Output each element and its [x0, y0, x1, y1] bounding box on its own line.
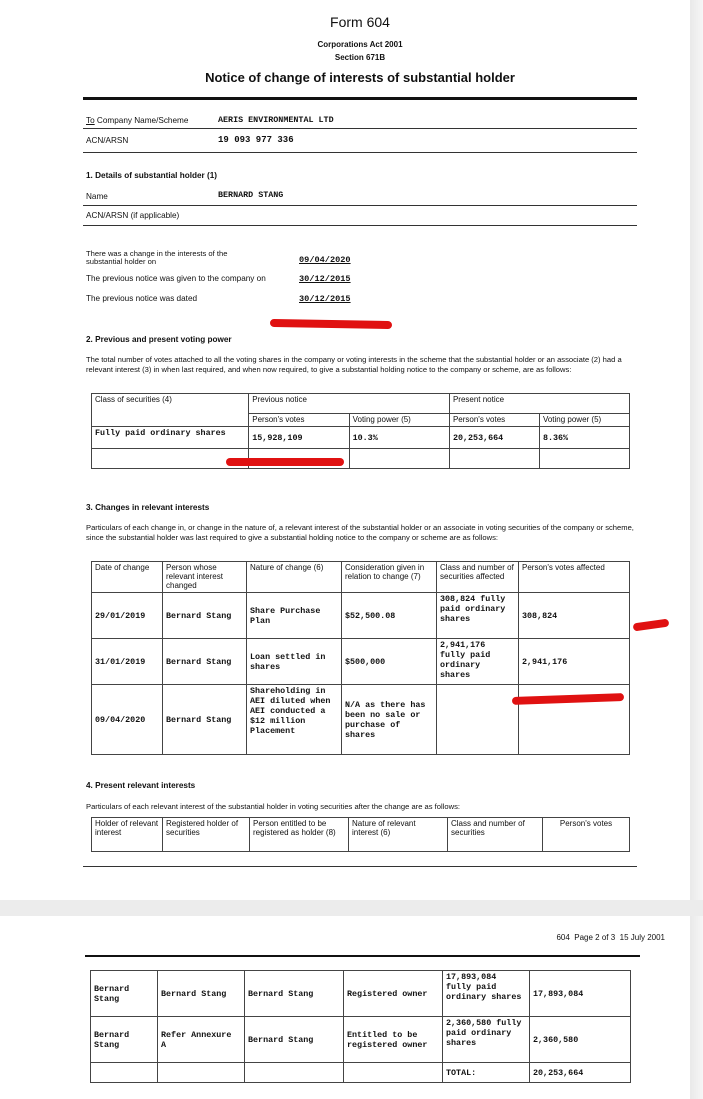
col-class-header: Class of securities (4): [92, 394, 249, 427]
h-registered: Registered holder of securities: [163, 818, 250, 852]
prev-power-header: Voting power (5): [349, 414, 449, 427]
change-label-1: There was a change in the interests of the: [86, 249, 228, 258]
row-registered: Bernard Stang: [158, 971, 245, 1017]
col-present-header: Present notice: [449, 394, 629, 414]
table-row: [92, 639, 630, 685]
h-nature: Nature of relevant interest (6): [349, 818, 448, 852]
row-class: [437, 685, 519, 755]
section1-heading: 1. Details of substantial holder (1): [86, 171, 218, 180]
total-row: [91, 1063, 631, 1083]
act-label: Corporations Act 2001: [317, 40, 403, 49]
form-title: Form 604: [330, 14, 390, 30]
prev-dated-label: The previous notice was dated: [86, 294, 198, 303]
empty-cell: [245, 1063, 344, 1083]
row-person: Bernard Stang: [163, 639, 247, 685]
row-votes: 308,824: [519, 593, 630, 639]
row-votes: 2,941,176: [519, 639, 630, 685]
change-label-2: substantial holder on: [86, 257, 157, 266]
row-date: 31/01/2019: [92, 639, 163, 685]
to-label: Company Name/Scheme: [94, 116, 189, 125]
notice-title: Notice of change of interests of substantial holder: [205, 70, 515, 85]
acn-rule: [83, 152, 637, 153]
holder-name: BERNARD STANG: [218, 190, 284, 200]
row-class: Fully paid ordinary shares: [92, 427, 249, 449]
row-person: Bernard Stang: [163, 593, 247, 639]
page-edge: [690, 0, 703, 1099]
table-row: [92, 593, 630, 639]
h-holder: Holder of relevant interest: [92, 818, 163, 852]
company-rule: [83, 128, 637, 129]
prev-dated-date: 30/12/2015: [299, 294, 351, 304]
present-interests-table: [90, 970, 631, 1083]
h-votes: Person's votes affected: [519, 562, 630, 593]
row-nature: Entitled to be registered owner: [344, 1017, 443, 1063]
section2-paragraph: The total number of votes attached to all the voting shares in the company or voting interests in the scheme that the substantial holder or an associate (2) had a relevant interest (3) in when last required, and when now required, to give a substantial holding notice to the company or scheme, are as follows:: [86, 355, 622, 374]
page2-rule: [85, 955, 640, 957]
changes-table: [91, 561, 630, 755]
empty-cell: [349, 449, 449, 469]
col-previous-header: Previous notice: [249, 394, 450, 414]
row-date: 29/01/2019: [92, 593, 163, 639]
row-person: Bernard Stang: [163, 685, 247, 755]
red-redaction-mark: [633, 619, 670, 632]
to-prefix: To: [86, 116, 95, 125]
row-consideration: $52,500.08: [342, 593, 437, 639]
company-acn: 19 093 977 336: [218, 135, 294, 145]
table-row: [91, 971, 631, 1017]
voting-power-table: [91, 393, 630, 469]
section3-paragraph: Particulars of each change in, or change in the nature of, a relevant interest of the substantial holder or an associate in voting securities of the company or scheme, since the substantial holder was last required to give a substantial holding notice to the company or scheme are as follows:: [86, 523, 634, 542]
h-consideration: Consideration given in relation to change (7): [342, 562, 437, 593]
total-label: TOTAL:: [443, 1063, 530, 1083]
row-nature: Loan settled in shares: [247, 639, 342, 685]
holder-acn-rule: [83, 225, 637, 226]
section2-heading: 2. Previous and present voting power: [86, 335, 232, 344]
h-entitled: Person entitled to be registered as holder (8): [250, 818, 349, 852]
row-holder: Bernard Stang: [91, 971, 158, 1017]
empty-cell: [449, 449, 539, 469]
h-votes: Person's votes: [543, 818, 630, 852]
row-class: 2,941,176 fully paid ordinary shares: [437, 639, 519, 685]
row-votes: 17,893,084: [530, 971, 631, 1017]
section4-rule: [83, 866, 637, 867]
pres-power-header: Voting power (5): [539, 414, 629, 427]
acn-label: ACN/ARSN: [86, 136, 129, 145]
row-entitled: Bernard Stang: [245, 1017, 344, 1063]
prev-votes-header: Person's votes: [249, 414, 349, 427]
row-entitled: Bernard Stang: [245, 971, 344, 1017]
pres-votes-header: Person's votes: [449, 414, 539, 427]
holder-name-label: Name: [86, 192, 108, 201]
h-class: Class and number of securities affected: [437, 562, 519, 593]
section3-heading: 3. Changes in relevant interests: [86, 503, 210, 512]
pres-votes: 20,253,664: [449, 427, 539, 449]
holder-acn-label: ACN/ARSN (if applicable): [86, 211, 180, 220]
form-page-2: [30, 916, 690, 1099]
total-votes: 20,253,664: [530, 1063, 631, 1083]
row-class: 308,824 fully paid ordinary shares: [437, 593, 519, 639]
present-interests-header-table: [91, 817, 630, 852]
company-name: AERIS ENVIRONMENTAL LTD: [218, 115, 334, 125]
empty-cell: [539, 449, 629, 469]
prev-power: 10.3%: [349, 427, 449, 449]
row-holder: Bernard Stang: [91, 1017, 158, 1063]
section4-paragraph: Particulars of each relevant interest of the substantial holder in voting securities after the change are as follows:: [86, 802, 460, 811]
empty-cell: [92, 449, 249, 469]
change-date: 09/04/2020: [299, 255, 351, 265]
row-nature: Shareholding in AEI diluted when AEI conducted a $12 million Placement: [247, 685, 342, 755]
table-row: [91, 1017, 631, 1063]
empty-cell: [158, 1063, 245, 1083]
empty-cell: [91, 1063, 158, 1083]
row-votes: 2,360,580: [530, 1017, 631, 1063]
row-consideration: $500,000: [342, 639, 437, 685]
name-rule: [83, 205, 637, 206]
section-label: Section 671B: [334, 53, 386, 62]
row-nature: Share Purchase Plan: [247, 593, 342, 639]
row-registered: Refer Annexure A: [158, 1017, 245, 1063]
h-nature: Nature of change (6): [247, 562, 342, 593]
row-nature: Registered owner: [344, 971, 443, 1017]
row-consideration: N/A as there has been no sale or purchase of shares: [342, 685, 437, 755]
red-redaction-mark: [270, 319, 392, 329]
row-class: 17,893,084 fully paid ordinary shares: [443, 971, 530, 1017]
row-class: 2,360,580 fully paid ordinary shares: [443, 1017, 530, 1063]
section4-heading: 4. Present relevant interests: [86, 781, 196, 790]
prev-votes: 15,928,109: [249, 427, 349, 449]
title-rule: [83, 97, 637, 100]
pres-power: 8.36%: [539, 427, 629, 449]
h-class: Class and number of securities: [448, 818, 543, 852]
empty-cell: [344, 1063, 443, 1083]
row-date: 09/04/2020: [92, 685, 163, 755]
company-label: [86, 116, 188, 125]
h-date: Date of change: [92, 562, 163, 593]
page-gap: [0, 900, 703, 916]
red-redaction-mark: [226, 458, 344, 466]
page-footer: 604 Page 2 of 3 15 July 2001: [556, 933, 665, 942]
prev-given-label: The previous notice was given to the company on: [86, 274, 266, 283]
prev-given-date: 30/12/2015: [299, 274, 351, 284]
h-person: Person whose relevant interest changed: [163, 562, 247, 593]
